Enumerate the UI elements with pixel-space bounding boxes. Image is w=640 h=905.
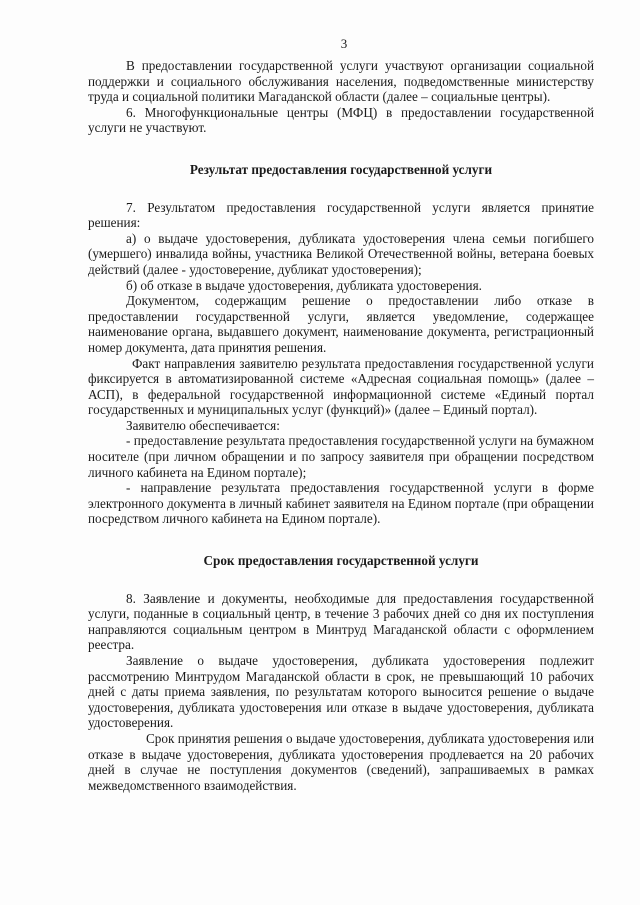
paragraph: Заявителю обеспечивается: [126, 417, 280, 433]
paragraph: 8. Заявление и документы, необходимые для предоставления государственной услуги, поданные в социальный центр, в течение 3 рабочих дней со дня их поступления направляются социальным центром в Минтруд Магаданской области с оформлением реестра. [88, 590, 594, 653]
paragraph: - предоставление результата предоставления государственной услуги на бумажном носителе (при личном обращении и по запросу заявителя при обращении посредством личного кабинета на Едином портале); [88, 433, 594, 480]
paragraph: а) о выдаче удостоверения, дубликата удостоверения члена семьи погибшего (умершего) инвалида войны, участника Великой Отечественной войны, ветерана боевых действий (далее - удостоверение, дубликат удостоверения); [88, 230, 594, 277]
paragraph: 6. Многофункциональные центры (МФЦ) в предоставлении государственной услуги не участвуют. [88, 104, 594, 136]
section-heading-term: Срок предоставления государственной услуги [203, 553, 479, 569]
paragraph: - направление результата предоставления государственной услуги в форме электронного документа в личный кабинет заявителя на Едином портале (при обращении посредством личного кабинета на Едином портале). [88, 480, 594, 527]
section-heading-result: Результат предоставления государственной услуги [189, 161, 493, 177]
paragraph: Документом, содержащим решение о предоставлении либо отказе в предоставлении государственной услуги, является уведомление, содержащее наименование органа, выдавшего документ, наименование документа, регистрационный номер документа, дата принятия решения. [88, 293, 594, 355]
page-number: 3 [340, 36, 348, 51]
paragraph: Факт направления заявителю результата предоставления государственной услуги фиксируется в автоматизированной системе «Адресная социальная помощь» (далее – АСП), в федеральной государственной информационной системе «Единый портал государственных и муниципальных услуг (функций)» (далее – Единый портал). [88, 355, 594, 418]
paragraph: б) об отказе в выдаче удостоверения, дубликата удостоверения. [126, 277, 482, 293]
paragraph: 7. Результатом предоставления государственной услуги является принятие решения: [88, 199, 594, 231]
paragraph: В предоставлении государственной услуги участвуют организации социальной поддержки и социального обслуживания населения, подведомственные министерству труда и социальной политики Магаданской области (далее – социальные центры). [88, 58, 594, 105]
paragraph: Заявление о выдаче удостоверения, дубликата удостоверения подлежит рассмотрению Минтрудом Магаданской области в срок, не превышающий 10 рабочих дней с даты приема заявления, по результатам которого выносится решение о выдаче удостоверения, дубликата удостоверения или отказе в выдаче удостоверения, дубликата удостоверения. [88, 653, 594, 731]
paragraph: Срок принятия решения о выдаче удостоверения, дубликата удостоверения или отказе в выдаче удостоверения, дубликата удостоверения продлевается на 20 рабочих дней в случае не поступления документов (сведений), запрашиваемых в рамках межведомственного взаимодействия. [88, 730, 594, 793]
